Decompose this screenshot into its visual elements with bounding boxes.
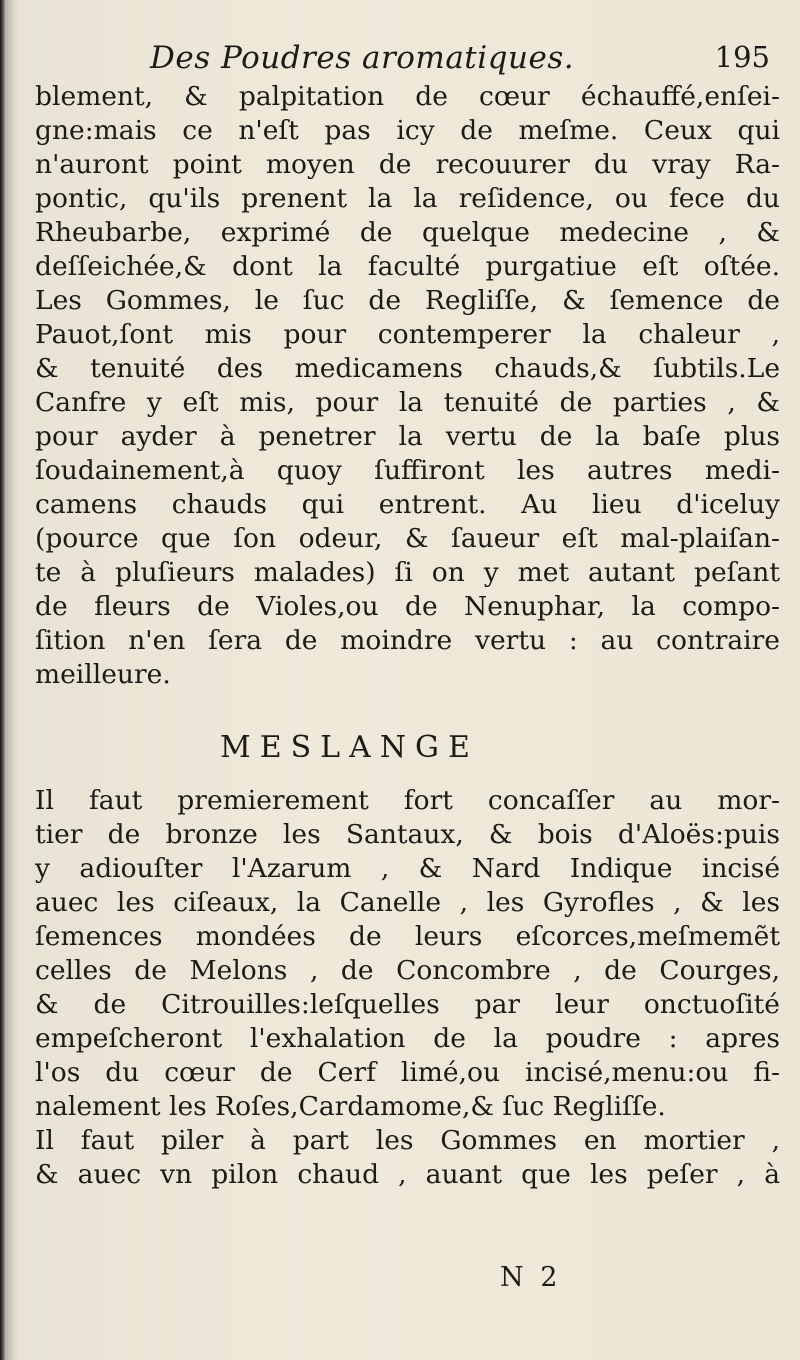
text-line: blement, & palpitation de cœur échauffé,enſei-: [35, 81, 780, 112]
text-line: pour ayder à penetrer la vertu de la baſe plus: [35, 421, 780, 452]
text-line: Pauot,ſont mis pour contemperer la chaleur ,: [35, 319, 780, 350]
text-line: Il faut premierement fort concaſſer au mor-: [35, 785, 780, 816]
text-line: & de Citrouilles:leſquelles par leur onctuoſité: [35, 989, 780, 1020]
text-line: meilleure.: [35, 659, 171, 690]
text-line: tier de bronze les Santaux, & bois d'Aloës:puis: [35, 819, 780, 850]
text-line: nalement les Roſes,Cardamome,& ſuc Regliſſe.: [35, 1091, 666, 1122]
text-line: n'auront point moyen de recouurer du vray Ra-: [35, 149, 780, 180]
text-line: ſemences mondées de leurs eſcorces,meſmemẽt: [35, 921, 780, 952]
text-line: Il faut piler à part les Gommes en mortier ,: [35, 1125, 780, 1156]
paragraph-meslange: [20, 784, 790, 1124]
text-line: & tenuité des medicamens chauds,& ſubtils.Le: [35, 353, 780, 384]
text-line: camens chauds qui entrent. Au lieu d'iceluy: [35, 489, 780, 520]
text-line: de fleurs de Violes,ou de Nenuphar, la compo-: [35, 591, 780, 622]
body-text: [20, 80, 790, 1192]
page-number: 195: [714, 40, 770, 74]
paragraph-gommes: [20, 1124, 790, 1192]
text-line: empeſcheront l'exhalation de la poudre : apres: [35, 1023, 780, 1054]
text-line: & auec vn pilon chaud , auant que les peſer , à: [35, 1159, 780, 1190]
section-heading: MESLANGE: [220, 730, 479, 765]
text-line: ſoudainement,à quoy ſuffiront les autres medi-: [35, 455, 780, 486]
text-line: l'os du cœur de Cerf limé,ou incisé,menu:ou fi-: [35, 1057, 780, 1088]
text-line: pontic, qu'ils prenent la la reſidence, ou fece du: [35, 183, 780, 214]
binding-gutter-shadow: [0, 0, 18, 1360]
signature-mark: N 2: [500, 1262, 562, 1293]
text-line: (pource que ſon odeur, & ſaueur eſt mal-plaiſan-: [35, 523, 780, 554]
text-line: Rheubarbe, exprimé de quelque medecine , &: [35, 217, 780, 248]
text-line: deſſeichée,& dont la faculté purgatiue eſt oſtée.: [35, 251, 780, 282]
running-title: Des Poudres aromatiques.: [150, 40, 575, 76]
text-line: ſition n'en ſera de moindre vertu : au contraire: [35, 625, 780, 656]
paragraph-continuation: [20, 80, 790, 692]
text-line: Les Gommes, le ſuc de Regliſſe, & ſemence de: [35, 285, 780, 316]
text-line: auec les ciſeaux, la Canelle , les Gyrofles , & les: [35, 887, 780, 918]
text-line: gne:mais ce n'eſt pas icy de meſme. Ceux qui: [35, 115, 780, 146]
text-line: Canfre y eſt mis, pour la tenuité de parties , &: [35, 387, 780, 418]
section-spacer: [20, 692, 790, 724]
text-line: celles de Melons , de Concombre , de Courges,: [35, 955, 780, 986]
heading-spacer: [20, 772, 790, 784]
text-line: y adiouſter l'Azarum , & Nard Indique incisé: [35, 853, 780, 884]
text-line: te à pluſieurs malades) ſi on y met autant peſant: [35, 557, 780, 588]
